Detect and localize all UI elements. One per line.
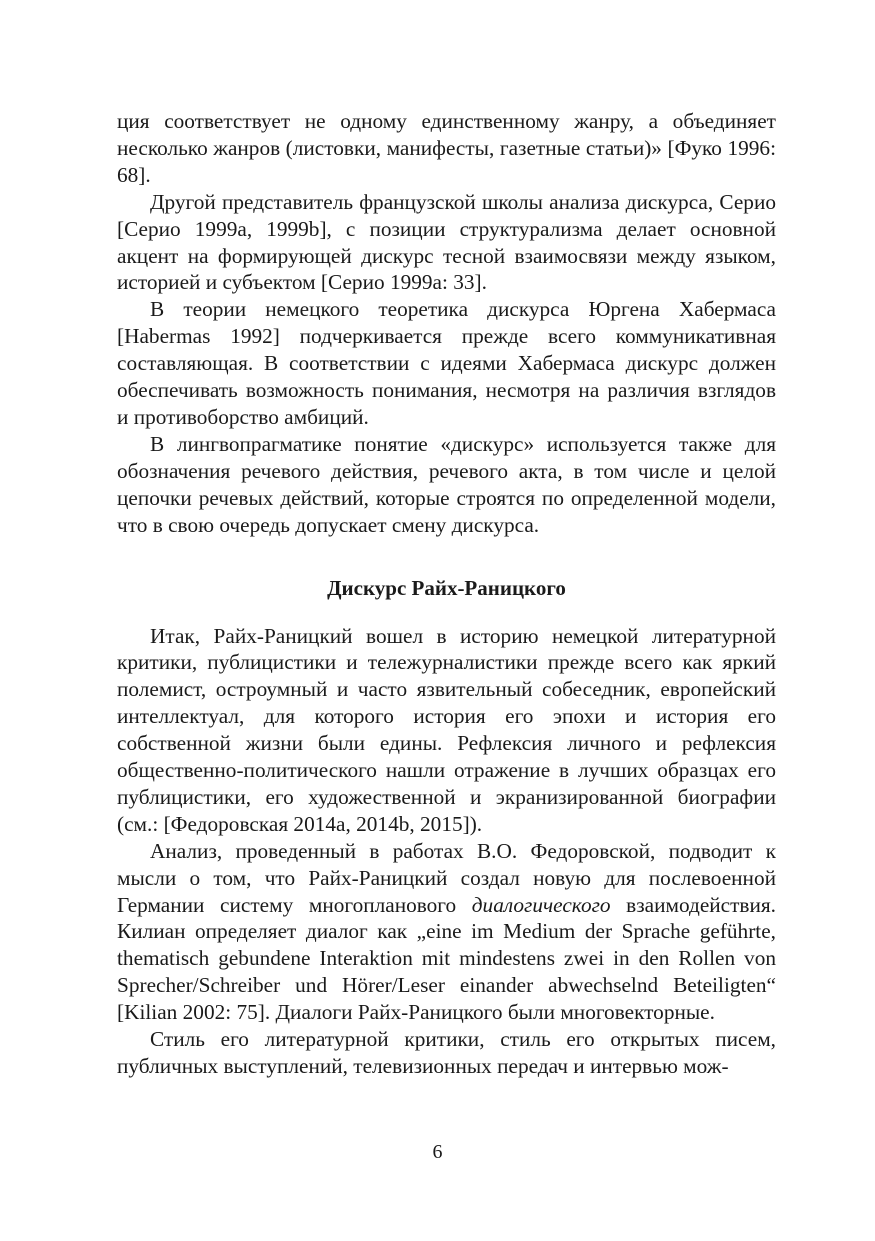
paragraph-6 xyxy=(117,838,776,1026)
paragraph-2: Другой представитель французской школы анализа дискурса, Серио [Серио 1999a, 1999b], с позиции структурализма делает основной акцент на формирующей дискурс тесной взаимосвязи между языком, историей и субъектом [Серио 1999a: 33]. xyxy=(117,189,776,295)
section-heading: Дискурс Райх-Раницкого xyxy=(327,575,566,600)
paragraph-6-part-2: взаимодействия. Килиан определяет диалог как „eine im Medium der Sprache geführte, thematisch gebundene Interaktion mit mindestens zwei in den Rollen von Sprecher/Schreiber und Hörer/Leser einander abwechselnd Beteiligten“ [Kilian 2002: 75]. Диалоги Райх-Раницкого были многовекторные. xyxy=(117,892,777,1025)
paragraph-6-italic-term: диалогического xyxy=(471,892,611,917)
page-number: 6 xyxy=(432,1141,443,1163)
paragraph-6-part-1: Анализ, проведенный в работах В.О. Федоровской, подводит к мысли о том, что Райх-Раницкий создал новую для послевоенной Германии систему многопланового xyxy=(117,838,776,917)
paragraph-3: В теории немецкого теоретика дискурса Юргена Хабермаса [Habermas 1992] подчеркивается прежде всего коммуникативная составляющая. В соответствии с идеями Хабермаса дискурс должен обеспечивать возможность понимания, несмотря на различия взглядов и противоборство амбиций. xyxy=(117,297,776,429)
paragraph-5: Итак, Райх-Раницкий вошел в историю немецкой литературной критики, публицистики и тележурналистики прежде всего как яркий полемист, остроумный и часто язвительный собеседник, европейский интеллектуал, для которого история его эпохи и история его собственной жизни были едины. Рефлексия личного и рефлексия общественно-политического нашли отражение в лучших образцах его публицистики, его художественной и экранизированной биографии (см.: [Федоровская 2014a, 2014b, 2015]). xyxy=(117,623,776,836)
paragraph-1: ция соответствует не одному единственному жанру, а объединяет несколько жанров (листовки, манифесты, газетные статьи)» [Фуко 1996: 68]. xyxy=(117,109,776,187)
paragraph-7: Стиль его литературной критики, стиль его открытых писем, публичных выступлений, телевизионных передач и интервью мож- xyxy=(117,1027,776,1078)
paragraph-4: В лингвопрагматике понятие «дискурс» используется также для обозначения речевого действия, речевого акта, в том числе и целой цепочки речевых действий, которые строятся по определенной модели, что в свою очередь допускает смену дискурса. xyxy=(117,431,776,537)
document-page xyxy=(117,108,776,1080)
